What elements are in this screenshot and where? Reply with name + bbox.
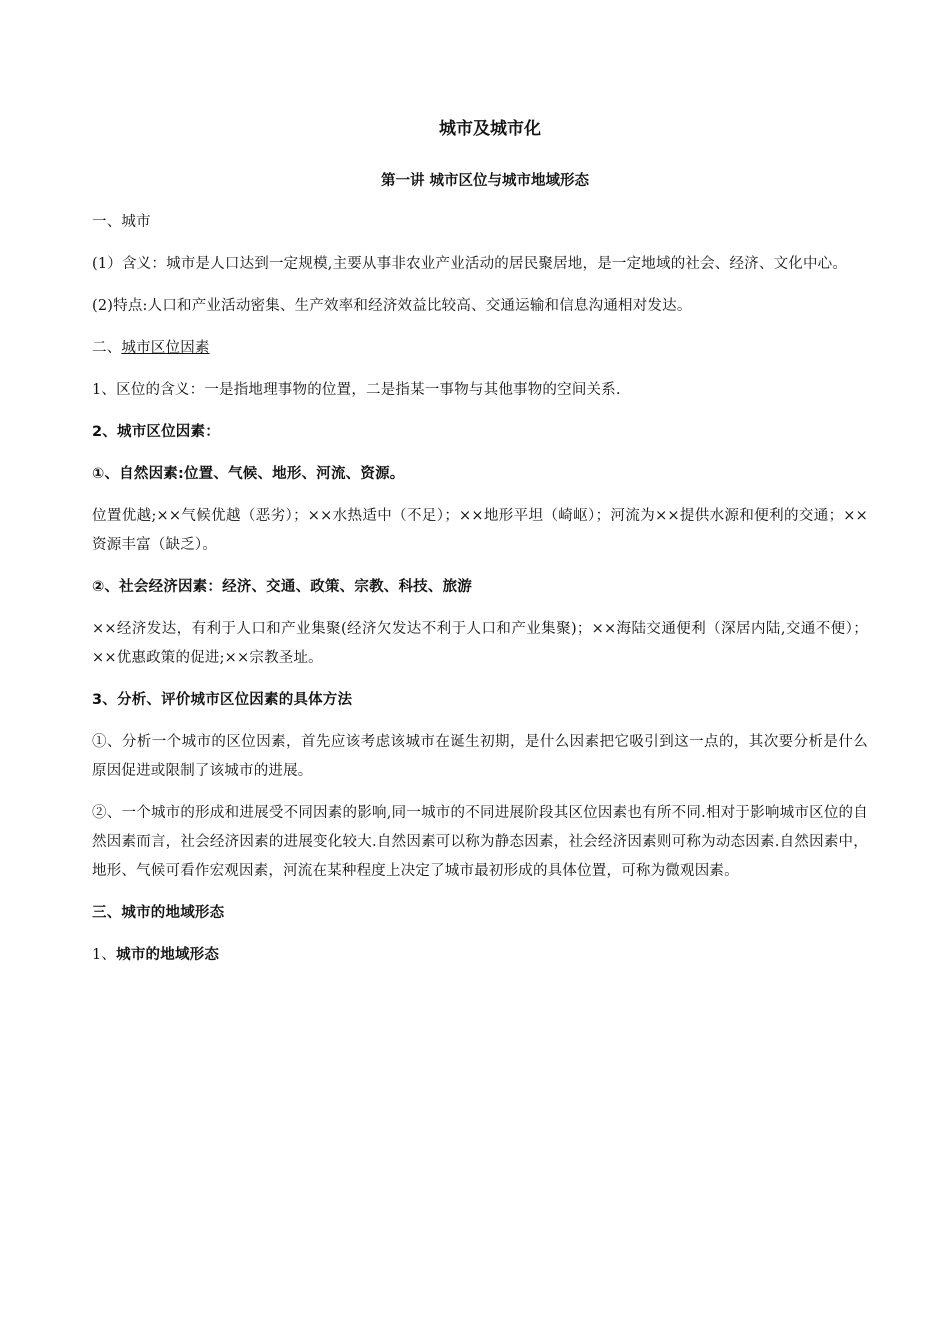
section-1-heading: 一、城市	[92, 214, 151, 230]
location-factors-heading: 2、城市区位因素：	[92, 424, 220, 440]
lecture-subtitle: 第一讲 城市区位与城市地域形态	[380, 173, 590, 189]
urban-form-heading-text: 城市的地域形态	[116, 947, 220, 963]
social-economic-factors-paragraph: ××经济发达，有利于人口和产业集聚(经济欠发达不利于人口和产业集聚)；××海陆交通便利（深居内陆,交通不便）；××优惠政策的促进;××宗教圣址。	[92, 621, 868, 666]
location-meaning-paragraph: 1、区位的含义：一是指地理事物的位置，二是指某一事物与其他事物的空间关系.	[92, 382, 621, 398]
city-definition-paragraph: (1）含义：城市是人口达到一定规模,主要从事非农业产业活动的居民聚居地，是一定地域的社会、经济、文化中心。	[92, 256, 848, 272]
section-2-heading	[92, 334, 868, 363]
section-2-heading-text: 城市区位因素	[121, 340, 210, 356]
document-title: 城市及城市化	[439, 119, 541, 139]
urban-form-heading-number: 1、	[92, 947, 117, 963]
analysis-method-heading: 3、分析、评价城市区位因素的具体方法	[92, 692, 353, 708]
natural-factors-heading: ①、自然因素:位置、气候、地形、河流、资源。	[92, 466, 405, 482]
section-3-heading: 三、城市的地域形态	[92, 905, 225, 921]
analysis-method-1-paragraph: ①、分析一个城市的区位因素，首先应该考虑该城市在诞生初期，是什么因素把它吸引到这一点的，其次要分析是什么原因促进或限制了该城市的进展。	[92, 734, 868, 779]
section-2-heading-prefix: 二、	[92, 340, 122, 356]
urban-form-heading	[92, 941, 868, 970]
analysis-method-2-paragraph: ②、一个城市的形成和进展受不同因素的影响,同一城市的不同进展阶段其区位因素也有所不同.相对于影响城市区位的自然因素而言，社会经济因素的进展变化较大.自然因素可以称为静态因素，社会经济因素则可称为动态因素.自然因素中，地形、气候可看作宏观因素，河流在某种程度上决定了城市最初形成的具体位置，可称为微观因素。	[92, 805, 868, 879]
natural-factors-paragraph: 位置优越;××气候优越（恶劣）；××水热适中（不足）；××地形平坦（崎岖）；河流为××提供水源和便利的交通；××资源丰富（缺乏）。	[92, 508, 868, 553]
social-economic-factors-heading: ②、社会经济因素：经济、交通、政策、宗教、科技、旅游	[92, 579, 472, 595]
city-features-paragraph: (2)特点:人口和产业活动密集、生产效率和经济效益比较高、交通运输和信息沟通相对发达。	[92, 298, 692, 314]
